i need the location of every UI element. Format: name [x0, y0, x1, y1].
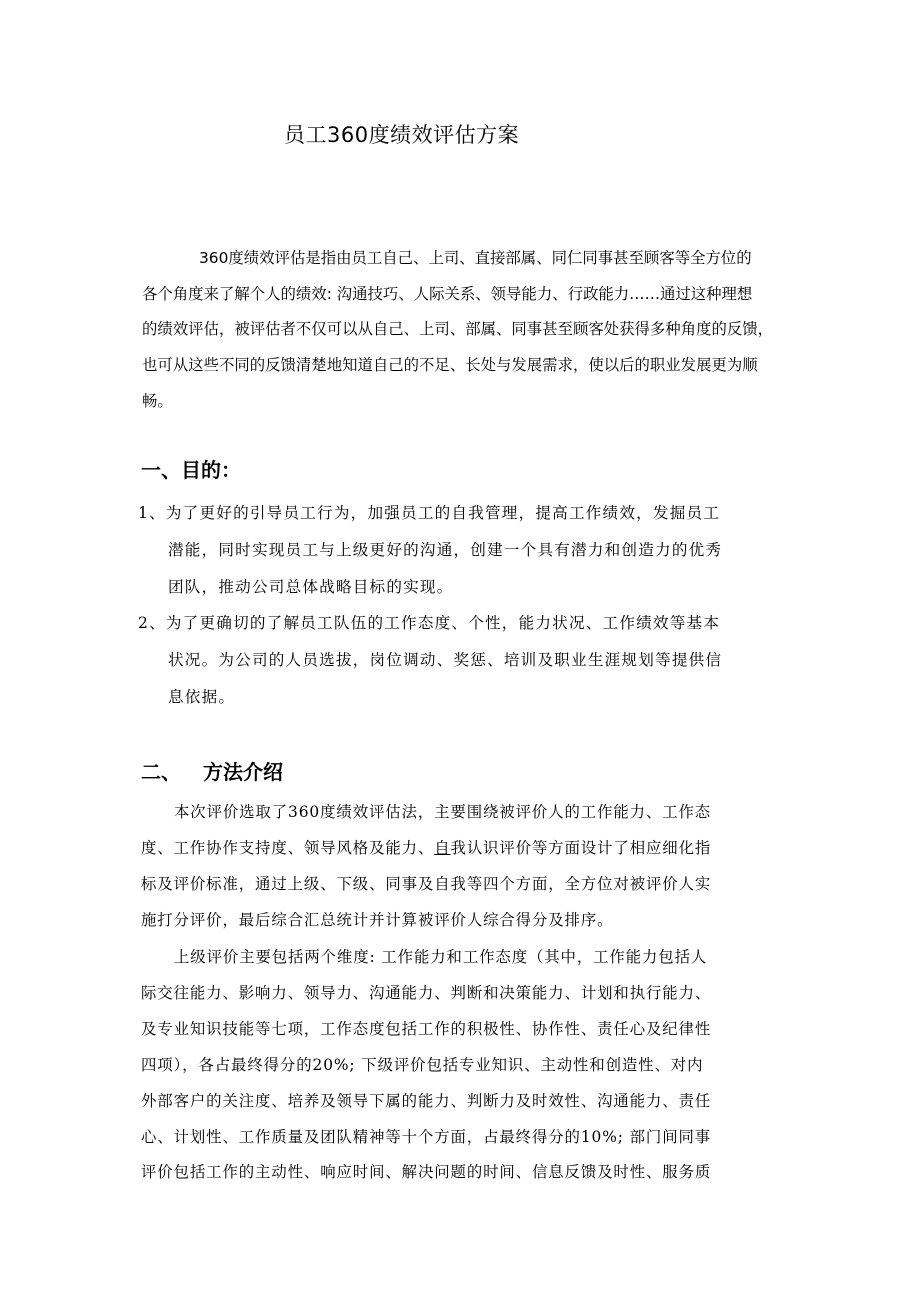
- intro-line: 畅。: [142, 391, 173, 410]
- method-paragraph-2: [141, 940, 791, 1191]
- paragraph-line: 及专业知识技能等七项，工作态度包括工作的积极性、协作性、责任心及纪律性: [141, 1019, 712, 1038]
- document-title: 员工360度绩效评估方案: [284, 123, 520, 147]
- section-heading-method: [141, 756, 283, 785]
- list-line: 团队，推动公司总体战略目标的实现。: [168, 577, 454, 596]
- intro-line: 的绩效评估，被评估者不仅可以从自己、上司、部属、同事甚至顾客处获得多种角度的反馈，: [142, 320, 774, 339]
- paragraph-line: 际交往能力、影响力、领导力、沟通能力、判断和决策能力、计划和执行能力、: [141, 983, 712, 1002]
- underlined-char: 自: [434, 838, 451, 857]
- list-line: 1、为了更好的引导员工行为，加强员工的自我管理，提高工作绩效，发掘员工: [138, 504, 721, 522]
- intro-line: 360度绩效评估是指由员工自己、上司、直接部属、同仁同事甚至顾客等全方位的: [199, 249, 752, 267]
- list-line: 息依据。: [168, 687, 236, 706]
- line-segment: 我认识评价等方面设计了相应细化指: [450, 838, 712, 857]
- purpose-item-2: [138, 605, 788, 715]
- intro-paragraph: [142, 241, 782, 420]
- paragraph-line: 上级评价主要包括两个维度: 工作能力和工作态度（其中，工作能力包括人: [174, 948, 708, 966]
- intro-line: 各个角度来了解个人的绩效: 沟通技巧、人际关系、领导能力、行政能力……通过这种理想: [142, 284, 753, 303]
- line-segment: 度、工作协作支持度、领导风格及能力、: [141, 838, 435, 857]
- paragraph-line: 施打分评价，最后综合汇总统计并计算被评价人综合得分及排序。: [141, 910, 614, 929]
- paragraph-line: 评价包括工作的主动性、响应时间、解决问题的时间、信息反馈及时性、服务质: [141, 1163, 712, 1182]
- method-paragraph-1: [141, 795, 791, 939]
- paragraph-line: 标及评价标准，通过上级、下级、同事及自我等四个方面，全方位对被评价人实: [141, 874, 712, 893]
- intro-line: 也可从这些不同的反馈清楚地知道自己的不足、长处与发展需求，使以后的职业发展更为顺: [142, 356, 758, 375]
- paragraph-line: 心、计划性、工作质量及团队精神等十个方面，占最终得分的10%; 部门间同事: [141, 1127, 712, 1146]
- paragraph-line: [141, 831, 791, 867]
- list-line: 潜能，同时实现员工与上级更好的沟通，创建一个具有潜力和创造力的优秀: [168, 540, 723, 559]
- purpose-item-1: [138, 495, 788, 605]
- section-heading-text: 方法介绍: [203, 760, 283, 784]
- list-line: 2、为了更确切的了解员工队伍的工作态度、个性，能力状况、工作绩效等基本: [138, 614, 721, 632]
- section-heading-number: 二、: [141, 760, 181, 784]
- section-heading-purpose: 一、目的：: [141, 458, 241, 482]
- paragraph-line: 四项），各占最终得分的20%; 下级评价包括专业知识、主动性和创造性、对内: [141, 1055, 704, 1074]
- list-line: 状况。为公司的人员选拔，岗位调动、奖惩、培训及职业生涯规划等提供信: [168, 650, 723, 669]
- paragraph-line: 本次评价选取了360度绩效评估法，主要围绕被评价人的工作能力、工作态: [174, 803, 712, 821]
- paragraph-line: 外部客户的关注度、培养及领导下属的能力、判断力及时效性、沟通能力、责任: [141, 1091, 712, 1110]
